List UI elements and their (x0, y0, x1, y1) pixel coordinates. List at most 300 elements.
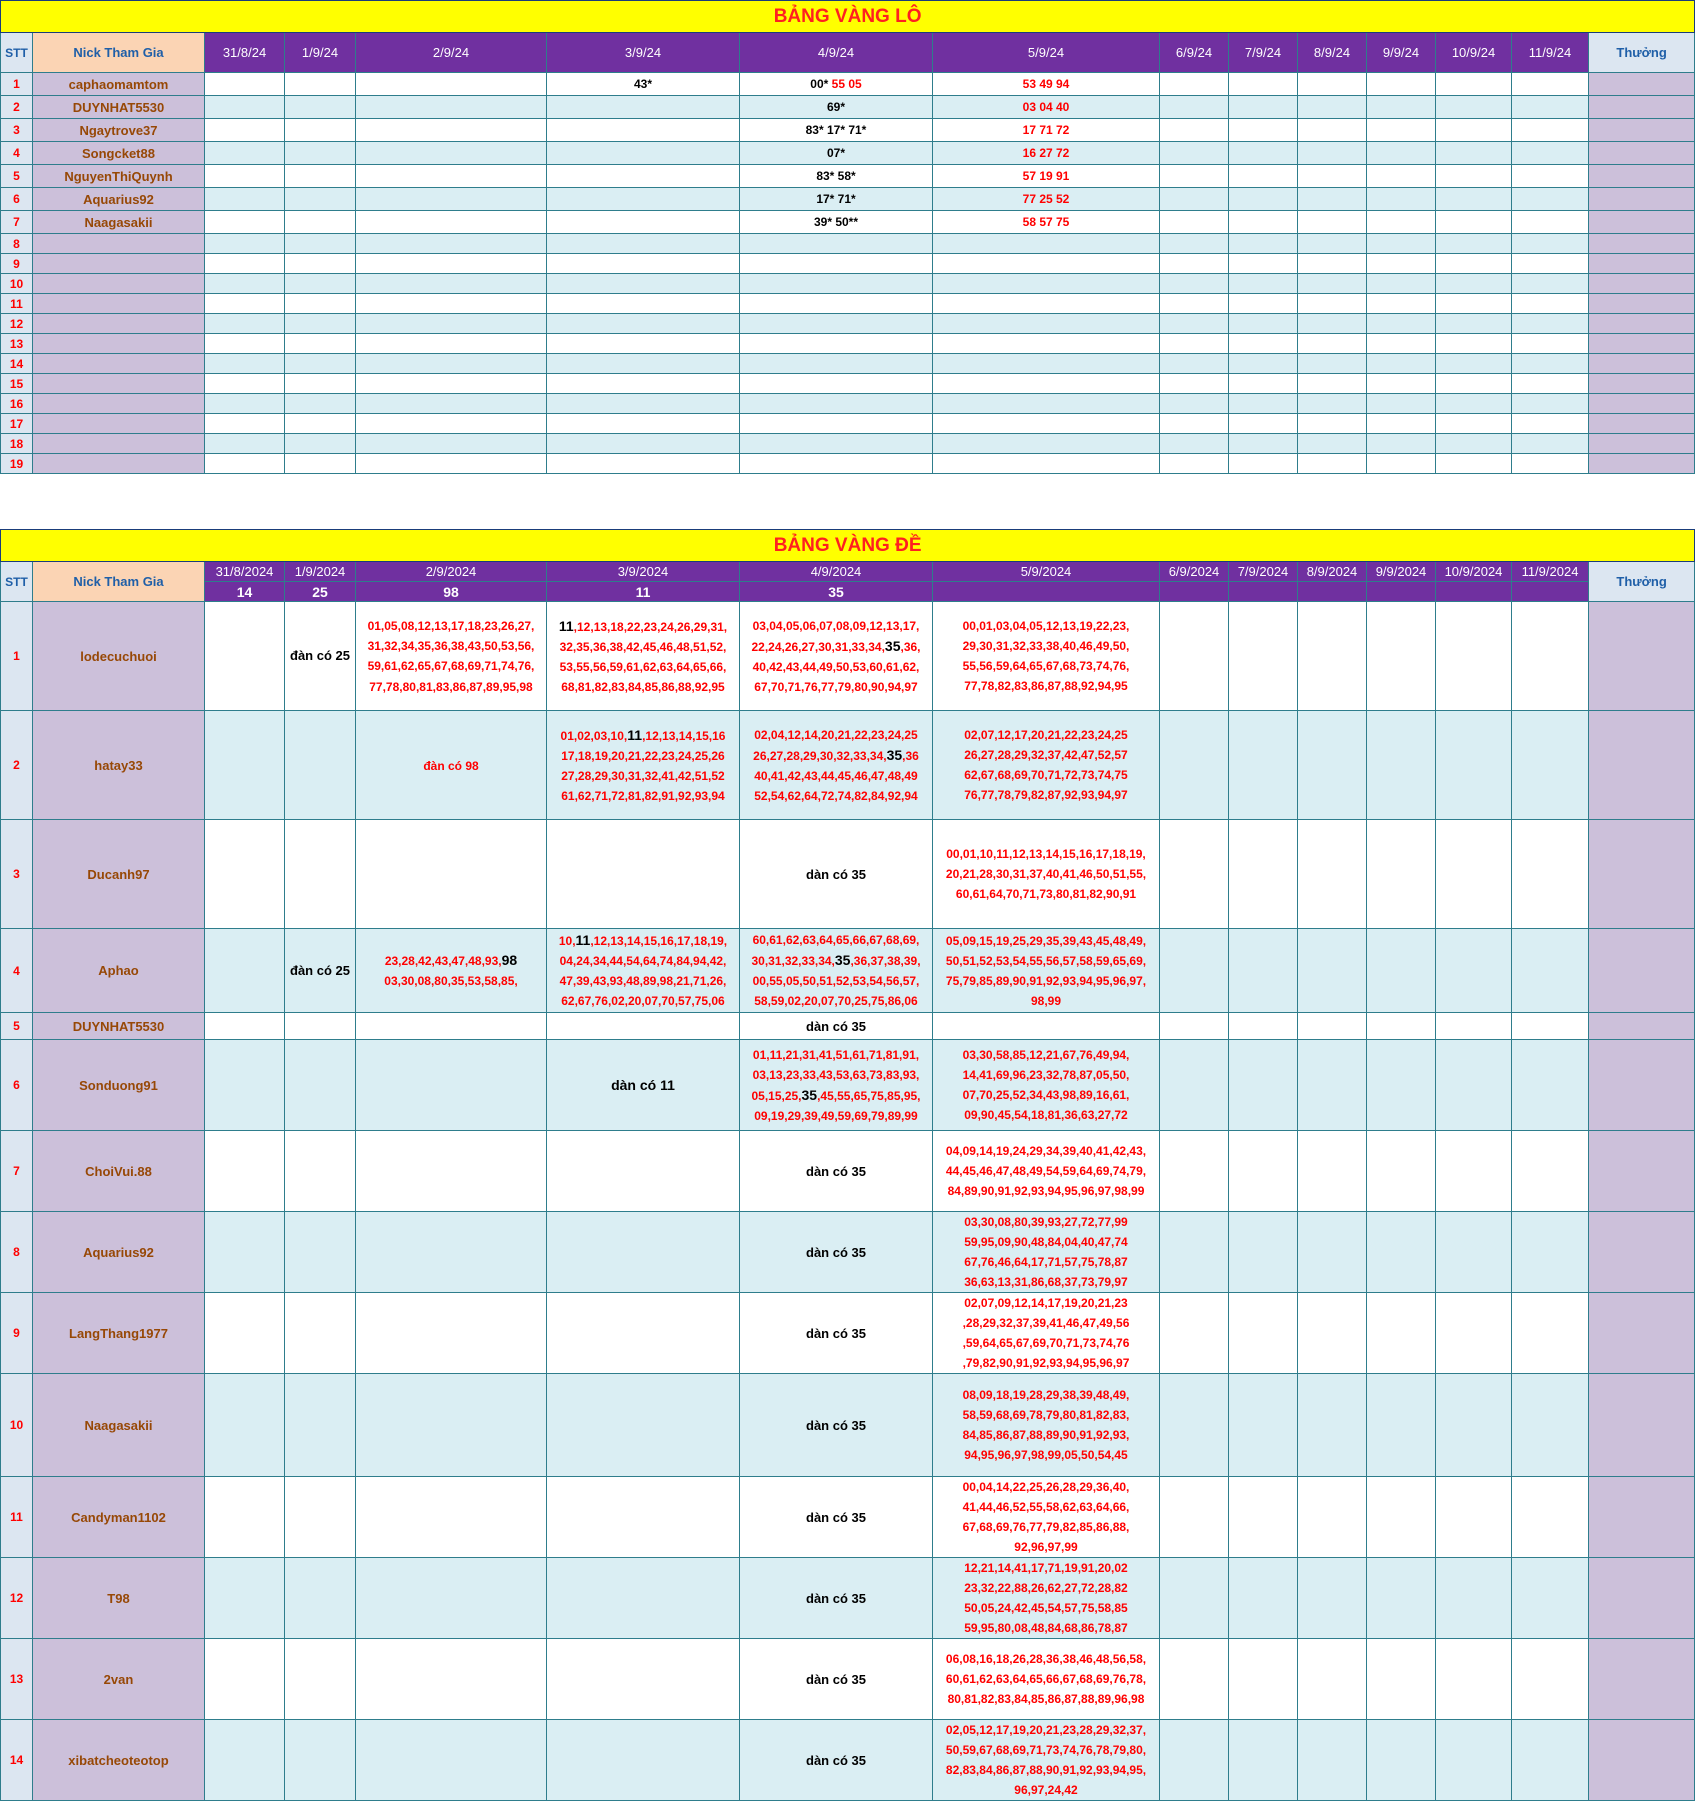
cell-5-9 (933, 374, 1160, 394)
cell-31-8 (205, 1374, 285, 1477)
cell-4-9 (740, 96, 933, 119)
cell-4-9 (740, 294, 933, 314)
cell-8-9 (1298, 1720, 1367, 1801)
cell-7-9 (1229, 274, 1298, 294)
table-row (1, 234, 1695, 254)
cell-10-9 (1436, 394, 1512, 414)
table-row (1, 211, 1695, 234)
de-header-date: 5/9/2024 (933, 562, 1160, 582)
cell-10-9 (1436, 1639, 1512, 1720)
cell-1-9 (285, 334, 356, 354)
cell-6-9 (1160, 394, 1229, 414)
cell-2-9 (356, 711, 547, 820)
row-stt: 12 (1, 314, 33, 334)
row-stt: 8 (1, 234, 33, 254)
cell-4-9 (740, 1212, 933, 1293)
table-row (1, 354, 1695, 374)
cell-2-9 (356, 254, 547, 274)
cell-5-9: 00,01,03,04,05,12,13,19,22,23, 29,30,31,32,33,38,40,46,49,50, 55,56,59,64,65,67,68,73,74,76, 77,78,82,83,86,87,88,92,94,95 (933, 602, 1160, 711)
row-nick: DUYNHAT5530 (33, 1013, 205, 1040)
de-list: 10, (558, 934, 576, 948)
cell-9-9 (1367, 354, 1436, 374)
table-row (1, 1040, 1695, 1131)
cell-31-8 (205, 314, 285, 334)
de-table (0, 529, 1695, 1801)
cell-3-9 (547, 1720, 740, 1801)
de-header-date: 11/9/2024 (1512, 562, 1589, 582)
cell-7-9 (1229, 188, 1298, 211)
cell-1-9 (285, 1212, 356, 1293)
cell-10-9 (1436, 1293, 1512, 1374)
de-result (1160, 582, 1229, 602)
cell-11-9 (1512, 274, 1589, 294)
cell-31-8 (205, 254, 285, 274)
cell-6-9 (1160, 188, 1229, 211)
lo-header-date: 7/9/24 (1229, 33, 1298, 73)
reward-cell (1589, 274, 1695, 294)
hit-number: 11 (558, 617, 574, 634)
reward-cell (1589, 1212, 1695, 1293)
reward-cell (1589, 602, 1695, 711)
cell-31-8 (205, 374, 285, 394)
cell-5-9: 17 71 72 (933, 119, 1160, 142)
cell-7-9 (1229, 454, 1298, 474)
cell-3-9 (547, 394, 740, 414)
lo-pick: 00* (810, 77, 829, 91)
cell-3-9 (547, 820, 740, 929)
de-result (1298, 582, 1367, 602)
cell-6-9 (1160, 1131, 1229, 1212)
cell-3-9 (547, 1040, 740, 1131)
de-note: dàn có 35 (806, 866, 866, 882)
cell-10-9 (1436, 1558, 1512, 1639)
cell-2-9 (356, 929, 547, 1013)
cell-6-9 (1160, 1477, 1229, 1558)
de-list: 01,05,08,12,13,17,18,23,26,27, 31,32,34,35,36,38,43,50,53,56, 59,61,62,65,67,68,69,71,74,76, 77,78,80,81,83,86,87,89,95,98 (367, 618, 535, 694)
reward-cell (1589, 820, 1695, 929)
cell-4-9 (740, 929, 933, 1013)
cell-3-9 (547, 1374, 740, 1477)
hit-number: 35 (886, 746, 903, 763)
cell-1-9 (285, 188, 356, 211)
de-list: 03,30,08,80,35,53,58,85, (384, 974, 518, 988)
cell-10-9 (1436, 142, 1512, 165)
cell-6-9 (1160, 294, 1229, 314)
lo-header-date: 9/9/24 (1367, 33, 1436, 73)
cell-2-9 (356, 314, 547, 334)
cell-7-9 (1229, 1131, 1298, 1212)
hit-number: 35 (884, 637, 901, 654)
reward-cell (1589, 314, 1695, 334)
lo-header-date: 5/9/24 (933, 33, 1160, 73)
row-stt: 14 (1, 1720, 33, 1801)
cell-11-9 (1512, 211, 1589, 234)
de-result (1436, 582, 1512, 602)
de-list: ,36, 40,42,43,44,49,50,53,60,61,62, 67,70,71,76,77,79,80,90,94,97 (752, 639, 921, 694)
cell-3-9 (547, 1013, 740, 1040)
cell-8-9 (1298, 1293, 1367, 1374)
cell-4-9 (740, 1720, 933, 1801)
de-list: ,45,55,65,75,85,95, 09,19,29,39,49,59,69,79,89,99 (754, 1088, 921, 1123)
cell-2-9 (356, 454, 547, 474)
cell-10-9 (1436, 929, 1512, 1013)
cell-2-9 (356, 165, 547, 188)
cell-10-9 (1436, 1040, 1512, 1131)
cell-8-9 (1298, 394, 1367, 414)
de-list: 01,02,03,10, (560, 728, 628, 743)
row-stt: 16 (1, 394, 33, 414)
row-stt: 1 (1, 602, 33, 711)
cell-5-9 (933, 434, 1160, 454)
cell-2-9 (356, 73, 547, 96)
cell-8-9 (1298, 294, 1367, 314)
cell-3-9 (547, 234, 740, 254)
reward-cell (1589, 254, 1695, 274)
cell-3-9 (547, 334, 740, 354)
table-row (1, 1212, 1695, 1293)
cell-5-9: 00,01,10,11,12,13,14,15,16,17,18,19, 20,21,28,30,31,37,40,41,46,50,51,55, 60,61,64,70,71,73,80,81,82,90,91 (933, 820, 1160, 929)
cell-6-9 (1160, 929, 1229, 1013)
cell-9-9 (1367, 188, 1436, 211)
reward-cell (1589, 165, 1695, 188)
cell-9-9 (1367, 1040, 1436, 1131)
cell-1-9 (285, 234, 356, 254)
cell-7-9 (1229, 1013, 1298, 1040)
cell-31-8 (205, 820, 285, 929)
reward-cell (1589, 234, 1695, 254)
cell-4-9 (740, 211, 933, 234)
lo-table (0, 0, 1695, 474)
cell-7-9 (1229, 602, 1298, 711)
de-note: dàn có 35 (806, 1752, 866, 1768)
de-header-date: 1/9/2024 (285, 562, 356, 582)
cell-6-9 (1160, 354, 1229, 374)
cell-11-9 (1512, 602, 1589, 711)
lo-pick: 83* 17* 71* (805, 123, 867, 137)
cell-7-9 (1229, 1558, 1298, 1639)
cell-2-9 (356, 1013, 547, 1040)
cell-9-9 (1367, 374, 1436, 394)
reward-cell (1589, 1131, 1695, 1212)
cell-11-9 (1512, 1212, 1589, 1293)
cell-11-9 (1512, 354, 1589, 374)
cell-1-9 (285, 294, 356, 314)
cell-10-9 (1436, 211, 1512, 234)
cell-10-9 (1436, 374, 1512, 394)
cell-5-9: 00,04,14,22,25,26,28,29,36,40, 41,44,46,52,55,58,62,63,64,66, 67,68,69,76,77,79,82,85,86,88, 92,96,97,99 (933, 1477, 1160, 1558)
row-stt: 7 (1, 211, 33, 234)
cell-6-9 (1160, 820, 1229, 929)
cell-4-9 (740, 1558, 933, 1639)
cell-9-9 (1367, 211, 1436, 234)
cell-5-9: 58 57 75 (933, 211, 1160, 234)
cell-3-9 (547, 1293, 740, 1374)
cell-7-9 (1229, 1720, 1298, 1801)
cell-4-9 (740, 1131, 933, 1212)
table-row (1, 119, 1695, 142)
cell-1-9 (285, 414, 356, 434)
row-nick: T98 (33, 1558, 205, 1639)
cell-8-9 (1298, 1212, 1367, 1293)
table-row (1, 294, 1695, 314)
cell-4-9 (740, 334, 933, 354)
row-nick: LangThang1977 (33, 1293, 205, 1374)
cell-8-9 (1298, 234, 1367, 254)
de-list: ,12,13,18,22,23,24,26,29,31, 32,35,36,38,42,45,46,48,51,52, 53,55,56,59,61,62,63,64,65,66, 68,81,82,83,84,85,86,88,92,95 (559, 619, 728, 694)
de-header-date: 8/9/2024 (1298, 562, 1367, 582)
cell-3-9 (547, 165, 740, 188)
cell-3-9 (547, 119, 740, 142)
cell-5-9 (933, 394, 1160, 414)
cell-1-9: đàn có 25 (285, 602, 356, 711)
cell-5-9 (933, 254, 1160, 274)
cell-8-9 (1298, 354, 1367, 374)
cell-4-9 (740, 1013, 933, 1040)
row-stt: 9 (1, 1293, 33, 1374)
cell-3-9 (547, 1639, 740, 1720)
cell-10-9 (1436, 73, 1512, 96)
row-stt: 6 (1, 1040, 33, 1131)
cell-5-9: 16 27 72 (933, 142, 1160, 165)
lo-pick: 69* (826, 100, 846, 114)
cell-3-9 (547, 274, 740, 294)
de-list: ,12,13,14,15,16,17,18,19, 04,24,34,44,54,64,74,84,94,42, 47,39,43,93,48,89,98,21,71,26, 62,67,76,02,20,07,70,57,75,06 (559, 934, 728, 1008)
cell-6-9 (1160, 1293, 1229, 1374)
cell-31-8 (205, 394, 285, 414)
table-row (1, 165, 1695, 188)
cell-3-9 (547, 211, 740, 234)
cell-1-9 (285, 820, 356, 929)
de-result (933, 582, 1160, 602)
lo-pick-extra: 55 05 (831, 77, 862, 91)
cell-7-9 (1229, 414, 1298, 434)
cell-2-9 (356, 234, 547, 254)
row-nick: 2van (33, 1639, 205, 1720)
cell-10-9 (1436, 1374, 1512, 1477)
cell-5-9: 02,07,09,12,14,17,19,20,21,23 ,28,29,32,37,39,41,46,47,49,56 ,59,64,65,67,69,70,71,73,74,76 ,79,82,90,91,92,93,94,95,96,97 (933, 1293, 1160, 1374)
lo-header-date: 8/9/24 (1298, 33, 1367, 73)
row-stt: 5 (1, 165, 33, 188)
cell-31-8 (205, 234, 285, 254)
cell-31-8 (205, 414, 285, 434)
lo-header-date: 1/9/24 (285, 33, 356, 73)
cell-9-9 (1367, 334, 1436, 354)
cell-6-9 (1160, 142, 1229, 165)
row-nick: caphaomamtom (33, 73, 205, 96)
lo-header-date: 4/9/24 (740, 33, 933, 73)
cell-7-9 (1229, 119, 1298, 142)
cell-6-9 (1160, 96, 1229, 119)
row-stt: 14 (1, 354, 33, 374)
cell-8-9 (1298, 1477, 1367, 1558)
row-nick (33, 434, 205, 454)
de-header-date: 9/9/2024 (1367, 562, 1436, 582)
cell-1-9 (285, 142, 356, 165)
cell-8-9 (1298, 334, 1367, 354)
lo-header-date: 11/9/24 (1512, 33, 1589, 73)
cell-3-9 (547, 711, 740, 820)
cell-8-9 (1298, 188, 1367, 211)
cell-10-9 (1436, 234, 1512, 254)
cell-10-9 (1436, 314, 1512, 334)
cell-2-9 (356, 1212, 547, 1293)
cell-11-9 (1512, 1477, 1589, 1558)
cell-11-9 (1512, 434, 1589, 454)
row-nick: Naagasakii (33, 211, 205, 234)
de-result: 14 (205, 582, 285, 602)
cell-9-9 (1367, 294, 1436, 314)
cell-3-9 (547, 1131, 740, 1212)
cell-11-9 (1512, 234, 1589, 254)
de-header-reward: Thưởng (1589, 562, 1695, 602)
cell-9-9 (1367, 414, 1436, 434)
cell-2-9 (356, 142, 547, 165)
cell-5-9: 06,08,16,18,26,28,36,38,46,48,56,58, 60,61,62,63,64,65,66,67,68,69,76,78, 80,81,82,83,84,85,86,87,88,89,96,98 (933, 1639, 1160, 1720)
cell-31-8 (205, 119, 285, 142)
cell-2-9 (356, 602, 547, 711)
cell-2-9 (356, 1558, 547, 1639)
cell-2-9 (356, 334, 547, 354)
cell-4-9 (740, 314, 933, 334)
cell-2-9 (356, 1720, 547, 1801)
cell-8-9 (1298, 96, 1367, 119)
cell-2-9 (356, 1374, 547, 1477)
table-row (1, 73, 1695, 96)
cell-6-9 (1160, 211, 1229, 234)
cell-9-9 (1367, 274, 1436, 294)
cell-31-8 (205, 354, 285, 374)
cell-9-9 (1367, 1639, 1436, 1720)
cell-11-9 (1512, 119, 1589, 142)
cell-8-9 (1298, 929, 1367, 1013)
cell-1-9 (285, 1639, 356, 1720)
row-stt: 4 (1, 929, 33, 1013)
cell-10-9 (1436, 1131, 1512, 1212)
cell-5-9 (933, 294, 1160, 314)
cell-3-9 (547, 434, 740, 454)
cell-1-9 (285, 1374, 356, 1477)
row-nick (33, 454, 205, 474)
cell-8-9 (1298, 434, 1367, 454)
reward-cell (1589, 1477, 1695, 1558)
cell-1-9 (285, 1293, 356, 1374)
table-row (1, 602, 1695, 711)
row-stt: 12 (1, 1558, 33, 1639)
cell-1-9 (285, 165, 356, 188)
de-note: dàn có 35 (806, 1018, 866, 1034)
row-nick (33, 394, 205, 414)
cell-7-9 (1229, 1639, 1298, 1720)
cell-7-9 (1229, 1040, 1298, 1131)
cell-1-9 (285, 119, 356, 142)
row-nick: Aphao (33, 929, 205, 1013)
row-stt: 9 (1, 254, 33, 274)
lo-title: BẢNG VÀNG LÔ (1, 1, 1695, 33)
cell-3-9 (547, 1558, 740, 1639)
cell-2-9 (356, 434, 547, 454)
cell-1-9 (285, 454, 356, 474)
cell-3-9 (547, 454, 740, 474)
cell-10-9 (1436, 454, 1512, 474)
cell-1-9 (285, 394, 356, 414)
cell-4-9 (740, 254, 933, 274)
row-stt: 19 (1, 454, 33, 474)
de-list: 60,61,62,63,64,65,66,67,68,69, 30,31,32,33,34, (751, 933, 920, 968)
hit-number: 35 (834, 952, 851, 968)
cell-9-9 (1367, 1477, 1436, 1558)
lo-pick: 17* 71* (816, 192, 856, 206)
cell-6-9 (1160, 254, 1229, 274)
cell-11-9 (1512, 1558, 1589, 1639)
cell-11-9 (1512, 820, 1589, 929)
cell-9-9 (1367, 1374, 1436, 1477)
cell-2-9 (356, 394, 547, 414)
cell-1-9 (285, 1013, 356, 1040)
cell-3-9 (547, 602, 740, 711)
cell-11-9 (1512, 188, 1589, 211)
cell-7-9 (1229, 142, 1298, 165)
cell-31-8 (205, 929, 285, 1013)
reward-cell (1589, 1720, 1695, 1801)
cell-31-8 (205, 711, 285, 820)
de-note: dàn có 35 (806, 1590, 866, 1606)
cell-7-9 (1229, 254, 1298, 274)
cell-8-9 (1298, 142, 1367, 165)
de-header-date: 31/8/2024 (205, 562, 285, 582)
cell-11-9 (1512, 711, 1589, 820)
row-nick: lodecuchuoi (33, 602, 205, 711)
row-stt: 8 (1, 1212, 33, 1293)
de-note: dàn có 35 (806, 1163, 866, 1179)
table-row (1, 254, 1695, 274)
cell-31-8 (205, 1293, 285, 1374)
row-nick (33, 314, 205, 334)
table-row (1, 1720, 1695, 1801)
reward-cell (1589, 1040, 1695, 1131)
de-note: dàn có 35 (806, 1325, 866, 1341)
cell-5-9 (933, 314, 1160, 334)
cell-31-8 (205, 188, 285, 211)
cell-5-9: 03,30,58,85,12,21,67,76,49,94, 14,41,69,96,23,32,78,87,05,50, 07,70,25,52,34,43,98,89,16,61, 09,90,45,54,18,81,36,63,27,72 (933, 1040, 1160, 1131)
row-stt: 11 (1, 294, 33, 314)
cell-3-9 (547, 96, 740, 119)
cell-7-9 (1229, 334, 1298, 354)
cell-4-9 (740, 1293, 933, 1374)
cell-2-9 (356, 1477, 547, 1558)
cell-2-9 (356, 188, 547, 211)
row-nick: ChoiVui.88 (33, 1131, 205, 1212)
cell-2-9 (356, 274, 547, 294)
row-nick: DUYNHAT5530 (33, 96, 205, 119)
cell-31-8 (205, 1131, 285, 1212)
de-list: ,36,37,38,39, 00,55,05,50,51,52,53,54,56,57, 58,59,02,20,07,70,25,75,86,06 (752, 954, 921, 1008)
row-stt: 18 (1, 434, 33, 454)
cell-8-9 (1298, 1558, 1367, 1639)
cell-5-9 (933, 274, 1160, 294)
row-nick: hatay33 (33, 711, 205, 820)
cell-7-9 (1229, 1477, 1298, 1558)
cell-6-9 (1160, 414, 1229, 434)
cell-6-9 (1160, 711, 1229, 820)
cell-7-9 (1229, 434, 1298, 454)
cell-31-8 (205, 1040, 285, 1131)
cell-9-9 (1367, 454, 1436, 474)
de-list: 01,11,21,31,41,51,61,71,81,91, 03,13,23,33,43,53,63,73,83,93, 05,15,25, (751, 1047, 920, 1103)
row-stt: 13 (1, 1639, 33, 1720)
de-header-nick: Nick Tham Gia (33, 562, 205, 602)
cell-6-9 (1160, 314, 1229, 334)
cell-8-9 (1298, 820, 1367, 929)
